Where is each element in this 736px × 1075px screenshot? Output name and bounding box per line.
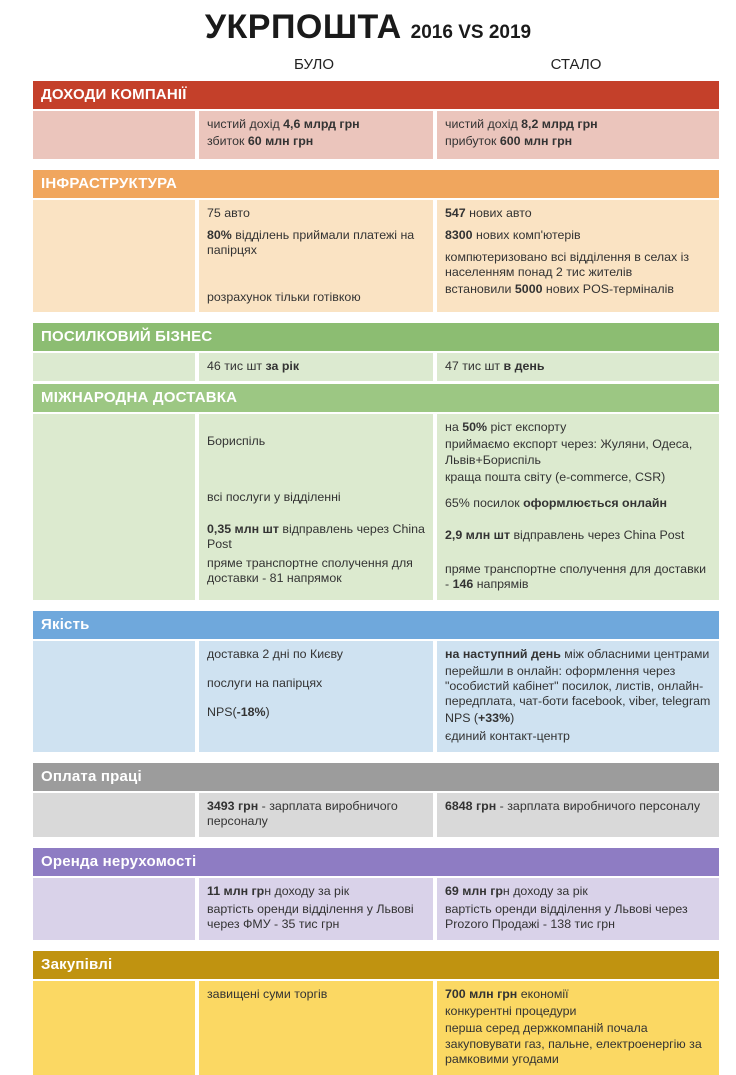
became-cell: [445, 117, 711, 153]
text-line: 47 тис шт в день: [445, 359, 545, 374]
was-cell: [207, 464, 425, 490]
page-title: [0, 8, 736, 47]
was-cell: [207, 490, 425, 522]
was-column: [199, 878, 433, 940]
text-line: прибуток 600 млн грн: [445, 134, 573, 149]
section-body: [33, 353, 719, 381]
was-column: [199, 793, 433, 837]
was-cell: [207, 799, 425, 829]
text-line: конкурентні процедури: [445, 1004, 577, 1019]
section-header: Закупівлі: [33, 951, 719, 979]
was-column: [199, 981, 433, 1075]
text-line: компютеризовано всі відділення в селах із населенням понад 2 тис жителів: [445, 250, 690, 280]
section-header: ІНФРАСТРУКТУРА: [33, 170, 719, 198]
column-header-became: СТАЛО: [550, 56, 602, 73]
section-procurement: [33, 951, 719, 1075]
text-line: вартість оренди відділення у Львові через Prozoro Продажі - 138 тис грн: [445, 901, 688, 931]
became-cell: [445, 250, 711, 280]
became-cell: [445, 206, 711, 228]
text-line: послуги на папірцях: [207, 676, 323, 690]
text-line: 547 нових авто: [445, 206, 532, 220]
text-line: перейшли в онлайн: оформлення через "особистий кабінет" посилок, листів, онлайн-передплата, чат-боти facebook, viber, telegram: [445, 664, 711, 709]
text-line: [207, 693, 425, 703]
row-label-spacer: [33, 200, 195, 312]
infographic: [0, 8, 736, 1066]
section-header: Оренда нерухомості: [33, 848, 719, 876]
text-line: встановили 5000 нових POS-терміналів: [445, 282, 674, 297]
text-line: збиток 60 млн грн: [207, 134, 314, 149]
section-body: [33, 200, 719, 312]
text-line: 8300 нових комп'ютерів: [445, 228, 581, 242]
was-column: [199, 200, 433, 312]
became-column: [437, 981, 719, 1075]
row-label-spacer: [33, 111, 195, 159]
text-line: розрахунок тільки готівкою: [207, 290, 361, 305]
text-line: 75 авто: [207, 206, 250, 220]
became-cell: [445, 1021, 711, 1066]
text-line: [207, 664, 425, 674]
text-line: 46 тис шт за рік: [207, 359, 300, 374]
was-cell: [207, 359, 425, 375]
row-label-spacer: [33, 878, 195, 940]
became-cell: [445, 496, 711, 528]
section-body: [33, 414, 719, 600]
section-header: Якість: [33, 611, 719, 639]
text-line: NPS(-18%): [207, 705, 270, 720]
text-line: 69 млн грн доходу за рік: [445, 883, 588, 898]
was-cell: [207, 420, 425, 464]
was-column: [199, 111, 433, 159]
section-body: [33, 793, 719, 837]
text-line: Бориспіль: [207, 433, 266, 448]
section-real-estate-rent: [33, 848, 719, 940]
text-line: 0,35 млн шт відправлень через China Post: [207, 522, 425, 552]
sections-container: [33, 81, 719, 1075]
section-header: ДОХОДИ КОМПАНІЇ: [33, 81, 719, 109]
became-cell: [445, 228, 711, 250]
was-cell: [207, 260, 425, 290]
text-line: вартість оренди відділення у Львові через ФМУ - 35 тис грн: [207, 901, 414, 931]
row-label-spacer: [33, 981, 195, 1075]
was-cell: [207, 902, 425, 932]
text-line: приймаємо експорт через: Жуляни, Одеса, Львів+Бориспіль: [445, 437, 693, 467]
was-cell: [207, 1017, 425, 1045]
section-infrastructure: [33, 170, 719, 312]
row-label-spacer: [33, 793, 195, 837]
was-cell: [207, 987, 425, 1017]
text-line: всі послуги у відділенні: [207, 490, 341, 505]
text-line: 2,9 млн шт відправлень через China Post: [445, 527, 685, 542]
section-body: [33, 981, 719, 1075]
section-company-income: [33, 81, 719, 159]
became-cell: [445, 528, 711, 562]
was-cell: [207, 290, 425, 306]
became-cell: [445, 420, 711, 467]
was-column: [199, 414, 433, 600]
section-body: [33, 878, 719, 940]
text-line: 80% відділень приймали платежі на папірцях: [207, 228, 415, 258]
became-column: [437, 353, 719, 381]
section-salaries: [33, 763, 719, 837]
text-line: перша серед держкомпаній почала закуповувати газ, пальне, електроенергію за рамковими угодами: [445, 1021, 702, 1066]
became-column: [437, 878, 719, 940]
text-line: пряме транспортне сполучення для доставки - 81 напрямок: [207, 556, 413, 586]
became-column: [437, 641, 719, 752]
became-column: [437, 200, 719, 312]
was-cell: [207, 206, 425, 228]
became-cell: [445, 359, 711, 375]
text-line: NPS (+33%): [445, 711, 515, 726]
text-line: доставка 2 дні по Києву: [207, 646, 343, 661]
section-header: ПОСИЛКОВИЙ БІЗНЕС: [33, 323, 719, 351]
text-line: на наступний день між обласними центрами: [445, 646, 710, 661]
text-line: 6848 грн - зарплата виробничого персоналу: [445, 798, 701, 813]
comparison-subtitle: 2016 VS 2019: [410, 22, 532, 43]
column-header-was: БУЛО: [293, 56, 335, 73]
column-headers: [33, 56, 719, 73]
was-column: [199, 641, 433, 752]
text-line: 11 млн грн доходу за рік: [207, 883, 350, 898]
became-cell: [445, 884, 711, 902]
became-cell: [445, 282, 711, 298]
became-cell: [445, 470, 711, 496]
section-header: МІЖНАРОДНА ДОСТАВКА: [33, 384, 719, 412]
text-line: завищені суми торгів: [207, 987, 328, 1002]
was-cell: [207, 117, 425, 153]
was-column: [199, 353, 433, 381]
section-body: [33, 111, 719, 159]
became-column: [437, 414, 719, 600]
was-cell: [207, 647, 425, 721]
text-line: чистий дохід 8,2 млрд грн: [445, 117, 598, 131]
text-line: краща пошта світу (e-commerce, CSR): [445, 469, 666, 484]
section-parcel-business: [33, 323, 719, 381]
section-header: Оплата праці: [33, 763, 719, 791]
text-line: пряме транспортне сполучення для доставки - 146 напрямів: [445, 561, 707, 591]
became-cell: [445, 647, 711, 744]
was-cell: [207, 556, 425, 586]
text-line: чистий дохід 4,6 млрд грн: [207, 117, 360, 131]
became-cell: [445, 562, 711, 592]
text-line: на 50% ріст експорту: [445, 420, 567, 435]
row-label-spacer: [33, 641, 195, 752]
section-body: [33, 641, 719, 752]
text-line: 3493 грн - зарплата виробничого персоналу: [207, 798, 398, 828]
was-cell: [207, 522, 425, 556]
was-cell: [207, 884, 425, 902]
column-header-spacer: [33, 56, 195, 73]
text-line: 65% посилок оформлюється онлайн: [445, 495, 667, 510]
text-line: 700 млн грн економії: [445, 987, 569, 1002]
row-label-spacer: [33, 414, 195, 600]
row-label-spacer: [33, 353, 195, 381]
became-cell: [445, 987, 711, 1019]
brand-title: УКРПОШТА: [204, 8, 402, 46]
section-international-delivery: [33, 384, 719, 600]
became-cell: [445, 799, 711, 815]
was-cell: [207, 228, 425, 258]
text-line: єдиний контакт-центр: [445, 728, 570, 743]
became-column: [437, 111, 719, 159]
became-column: [437, 793, 719, 837]
section-quality: [33, 611, 719, 752]
became-cell: [445, 902, 711, 932]
